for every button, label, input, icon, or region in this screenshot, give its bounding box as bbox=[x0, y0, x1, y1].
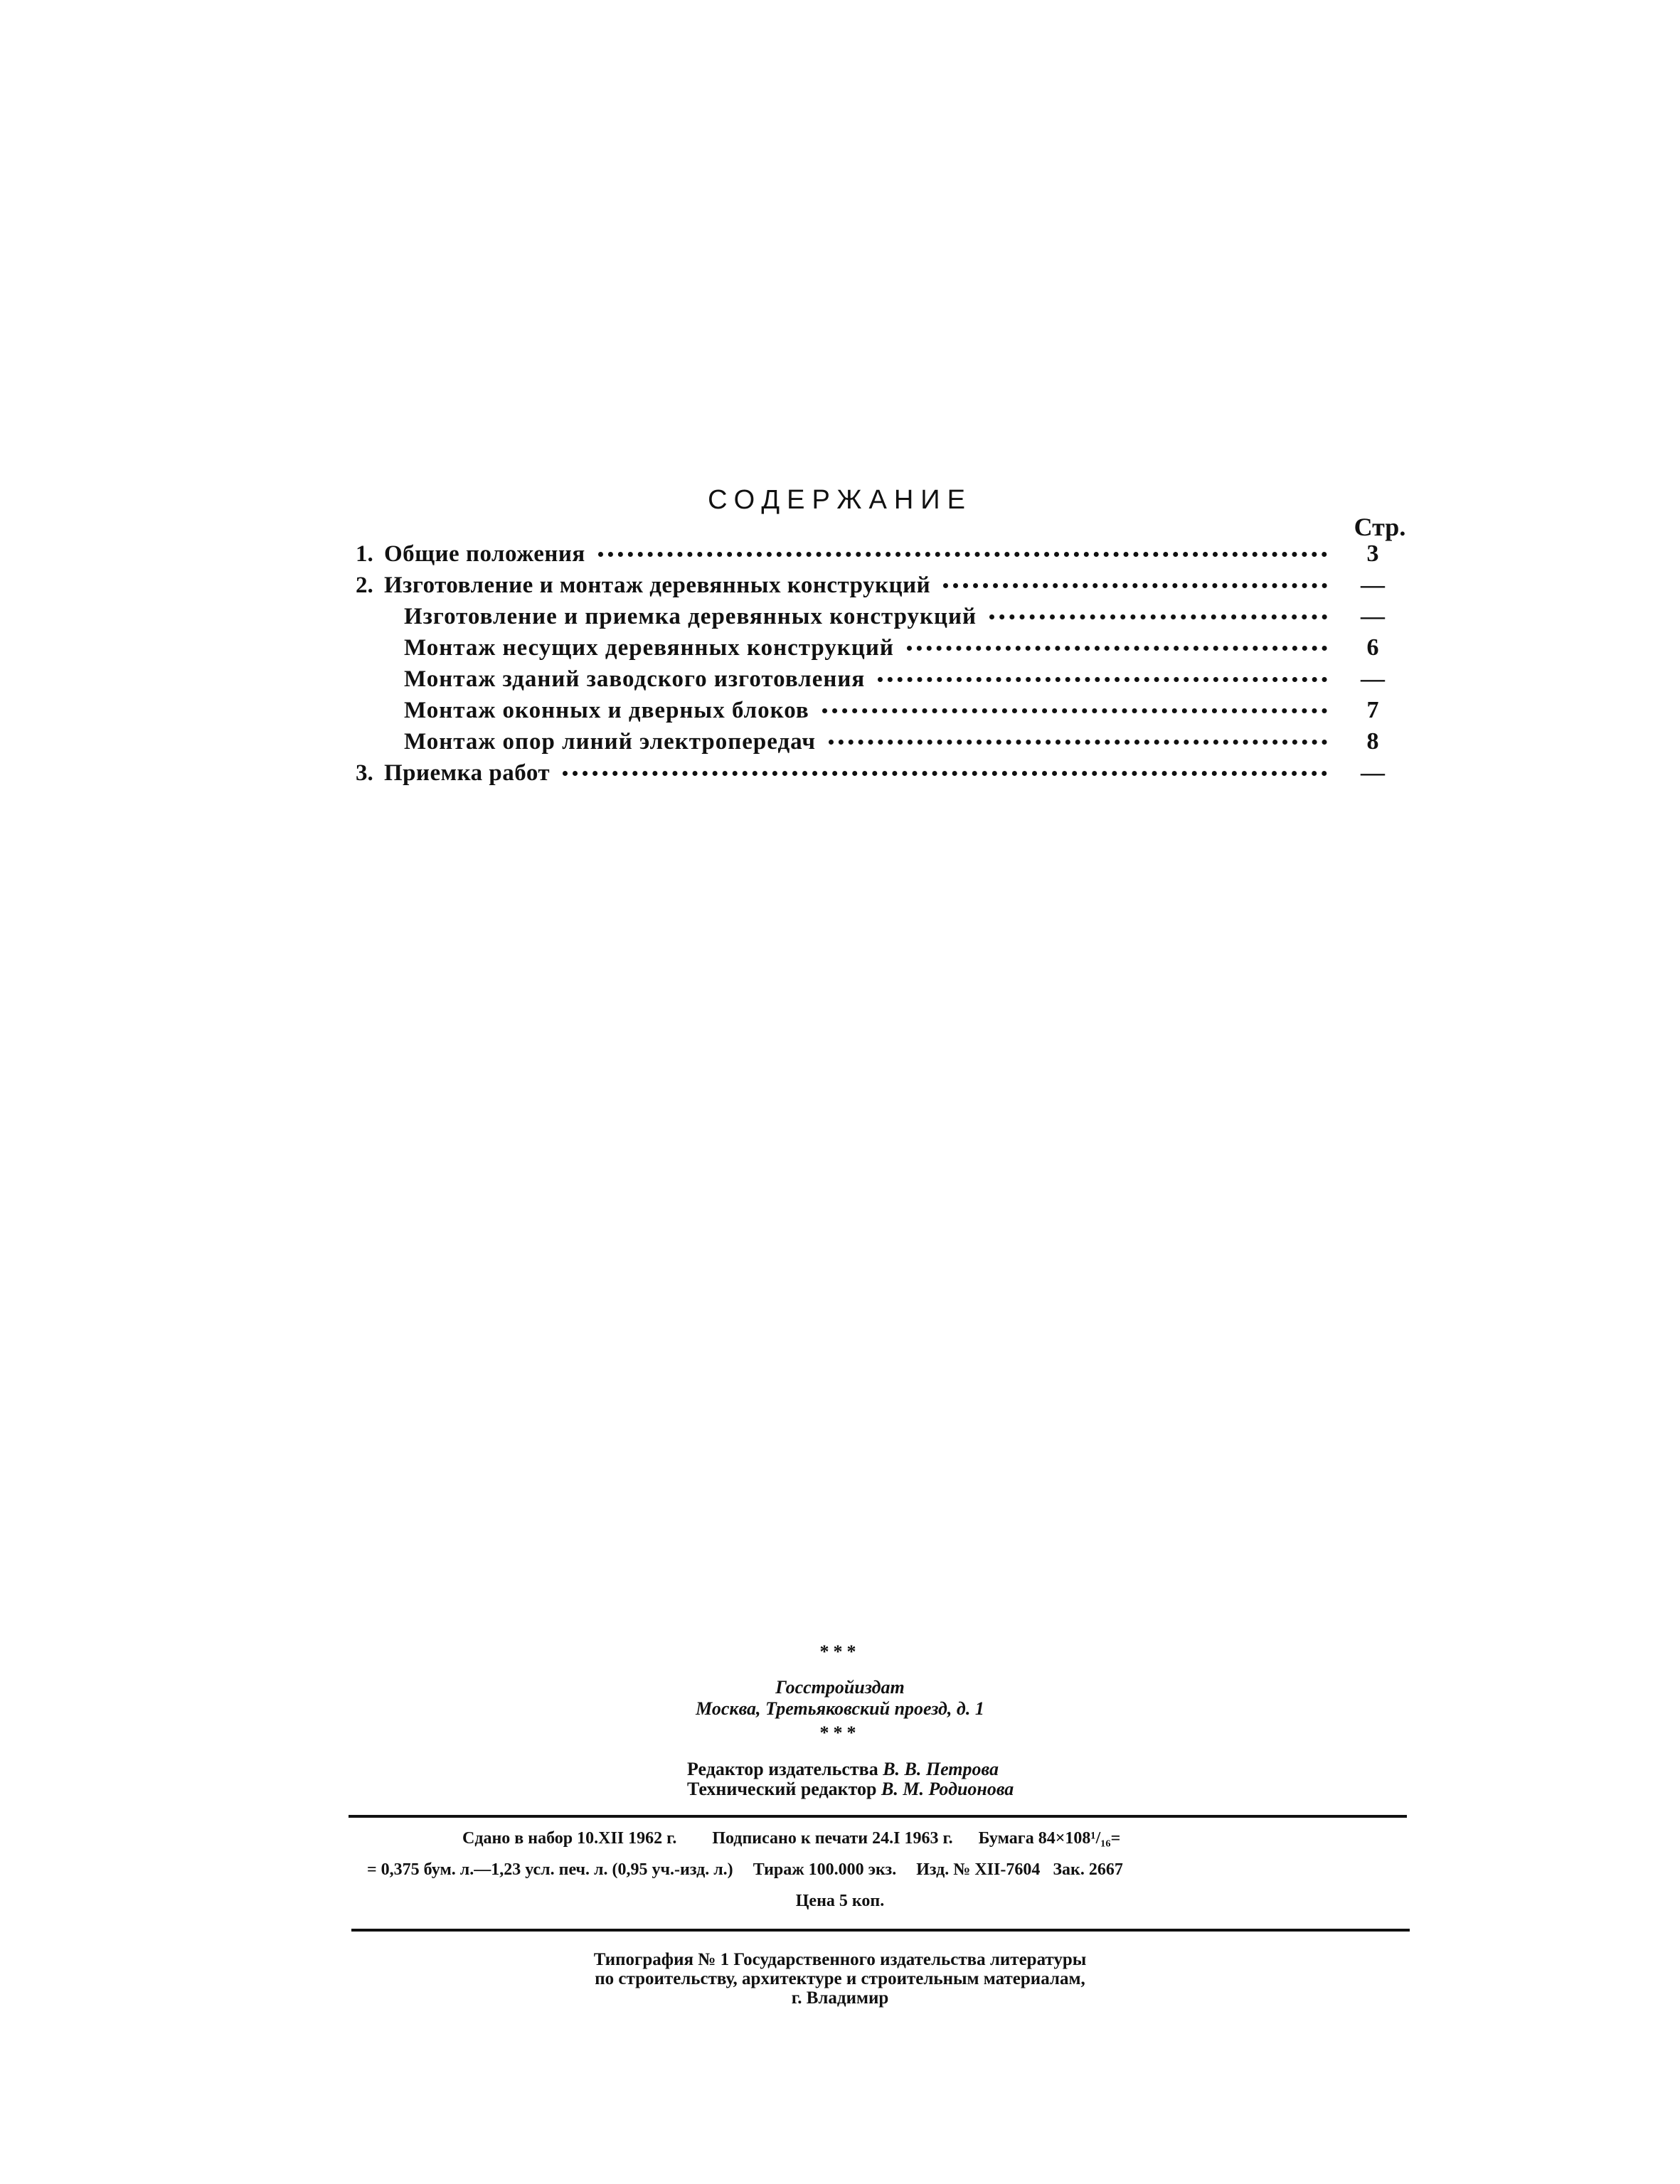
price: Цена 5 коп. bbox=[795, 1892, 885, 1910]
toc-entry-page: — bbox=[1361, 572, 1385, 598]
typography-line: по строительству, архитектуре и строительным материалам, bbox=[595, 1969, 1085, 1988]
toc-entry-label: Изготовление и приемка деревянных конструкций bbox=[404, 604, 977, 629]
dot-leader bbox=[989, 614, 1327, 619]
toc-subentry bbox=[356, 634, 1408, 666]
print-info-line-1 bbox=[462, 1829, 1387, 1848]
toc-entry-number: 2. bbox=[356, 572, 373, 598]
toc-entry-page: 7 bbox=[1366, 697, 1379, 723]
toc-entry bbox=[356, 760, 1408, 791]
print-run: Тираж 100.000 экз. bbox=[753, 1860, 897, 1879]
table-of-contents bbox=[356, 540, 1408, 791]
typography-line: г. Владимир bbox=[791, 1988, 889, 2008]
toc-entry-page: — bbox=[1361, 760, 1385, 786]
tech-editor-label: Технический редактор bbox=[687, 1779, 877, 1799]
toc-entry-page: 8 bbox=[1366, 728, 1379, 755]
toc-subentry bbox=[356, 603, 1408, 634]
tech-editor-line bbox=[687, 1779, 1014, 1799]
toc-entry-number: 3. bbox=[356, 760, 373, 786]
divider-rule-bottom bbox=[351, 1929, 1410, 1932]
typography-block bbox=[0, 1950, 1680, 2008]
toc-subentry bbox=[356, 697, 1408, 728]
tech-editor-name: В. М. Родионова bbox=[881, 1779, 1014, 1799]
editors-block bbox=[687, 1759, 1014, 1799]
divider-rule-top bbox=[349, 1815, 1407, 1818]
toc-subentry bbox=[356, 666, 1408, 697]
dot-leader bbox=[563, 771, 1327, 776]
publisher-name: Госстройиздат bbox=[775, 1677, 905, 1698]
editor-name: В. В. Петрова bbox=[883, 1759, 999, 1779]
editor-line bbox=[687, 1759, 1014, 1779]
toc-entry-label: Монтаж зданий заводского изготовления bbox=[404, 666, 866, 692]
dot-leader bbox=[878, 677, 1327, 682]
stars-divider-top: *** bbox=[819, 1641, 861, 1662]
toc-entry bbox=[356, 540, 1408, 572]
edition-number: Изд. № XII-7604 bbox=[916, 1860, 1041, 1879]
toc-entry-page: — bbox=[1361, 603, 1385, 629]
dot-leader bbox=[829, 740, 1327, 745]
print-info-line-2 bbox=[367, 1860, 1405, 1880]
page-column-label: Стр. bbox=[1354, 513, 1406, 541]
dot-leader bbox=[598, 552, 1327, 557]
publisher-address: Москва, Третьяковский проезд, д. 1 bbox=[696, 1698, 984, 1719]
toc-entry-label: Общие положения bbox=[384, 541, 585, 567]
toc-subentry bbox=[356, 728, 1408, 760]
toc-entry-label: Монтаж оконных и дверных блоков bbox=[404, 698, 809, 723]
dot-leader bbox=[822, 708, 1327, 713]
typography-line: Типография № 1 Государственного издательства литературы bbox=[593, 1950, 1087, 1969]
editor-label: Редактор издательства bbox=[687, 1759, 878, 1779]
toc-entry-number: 1. bbox=[356, 541, 373, 567]
paper-format: Бумага 84×108¹/₁₆= bbox=[978, 1829, 1121, 1848]
sheets-info: = 0,375 бум. л.—1,23 усл. печ. л. (0,95 уч.-изд. л.) bbox=[367, 1860, 733, 1879]
stars-divider-mid: *** bbox=[819, 1722, 861, 1743]
toc-entry bbox=[356, 572, 1408, 603]
toc-entry-page: — bbox=[1361, 666, 1385, 692]
toc-entry-label: Изготовление и монтаж деревянных конструкций bbox=[384, 572, 931, 598]
signed-for-print: Подписано к печати 24.I 1963 г. bbox=[712, 1829, 953, 1848]
order-number: Зак. 2667 bbox=[1053, 1860, 1123, 1879]
toc-title: СОДЕРЖАНИЕ bbox=[708, 485, 972, 515]
toc-entry-label: Приемка работ bbox=[384, 760, 551, 786]
sent-to-typesetting: Сдано в набор 10.XII 1962 г. bbox=[462, 1829, 677, 1848]
toc-entry-label: Монтаж опор линий электропередач bbox=[404, 729, 816, 755]
dot-leader bbox=[907, 646, 1327, 651]
toc-entry-page: 6 bbox=[1366, 634, 1379, 661]
dot-leader bbox=[943, 583, 1327, 588]
toc-entry-page: 3 bbox=[1366, 540, 1379, 567]
toc-entry-label: Монтаж несущих деревянных конструкций bbox=[404, 635, 894, 661]
